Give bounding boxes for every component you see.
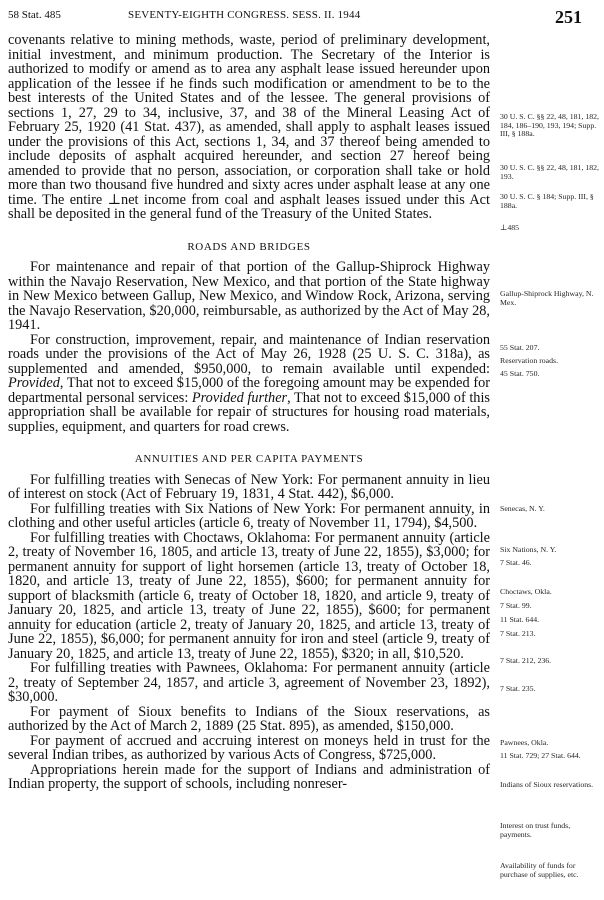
statute-citation: 58 Stat. 485 <box>8 9 61 21</box>
margin-note: Availability of funds for purchase of supplies, etc. <box>500 861 579 879</box>
margin-note: 11 Stat. 729; 27 Stat. 644. <box>500 751 581 760</box>
margin-note: Reservation roads. <box>500 356 559 365</box>
margin-note: 7 Stat. 235. <box>500 684 536 693</box>
margin-note: 7 Stat. 46. <box>500 558 532 567</box>
paragraph-pawnees: For fulfilling treaties with Pawnees, Oklahoma: For permanent annuity (article 2, treaty of September 24, 1857, and article 3, agreement of November 23, 1892), $30,000. <box>8 660 490 705</box>
text-provided: Provided <box>8 375 60 391</box>
margin-note: Senecas, N. Y. <box>500 504 545 513</box>
heading-annuities: ANNUITIES AND PER CAPITA PAYMENTS <box>134 453 364 465</box>
margin-note: Gallup-Shiprock Highway, N. Mex. <box>500 289 594 307</box>
paragraph-senecas: For fulfilling treaties with Senecas of New York: For permanent annuity in lieu of interest on stock (Act of February 19, 1831, 4 Stat. 442), $6,000. <box>8 471 490 502</box>
paragraph-six-nations: For fulfilling treaties with Six Nations of New York: For permanent annuity, in clothing and other useful articles (article 6, treaty of November 11, 1794), $4,500. <box>8 500 490 531</box>
margin-note: 11 Stat. 644. <box>500 615 540 624</box>
page-number: 251 <box>555 7 582 27</box>
margin-note: 7 Stat. 99. <box>500 601 532 610</box>
margin-note: 7 Stat. 213. <box>500 629 536 638</box>
paragraph-choctaws: For fulfilling treaties with Choctaws, Oklahoma: For permanent annuity (article 2, treaty of November 16, 1805, and article 13, treaty of June 22, 1855), $3,000; for permanent annuity for support of light horsemen (article 13, treaty of October 18, 1820, and article 13, treaty of June 22, 1855), $600; for permanent annuity for support of blacksmith (article 6, treaty of October 18, 1820, and article 9, treaty of January 20, 1825, and article 13, treaty of June 22, 1855), $600; for permanent annuity for education (article 2, treaty of January 20, 1825, and article 13, treaty of June 22, 1855), $6,000; for permanent annuity for iron and steel (article 9, treaty of January 20, 1825, and article 13, treaty of June 22, 1855), $320; in all, $10,520. <box>8 529 490 662</box>
text-roads-b: , That not to exceed $15,000 of the foregoing amount may be expended for departmental personal services: <box>8 375 490 406</box>
margin-note: ⊥485 <box>500 223 520 232</box>
paragraph-asphalt-leases: covenants relative to mining methods, waste, period of preliminary development, initial investment, and minimum production. The Secretary of the Interior is authorized to modify or amend as to area any asphalt lease issued hereunder upon application of the lessee if he finds such modification or amendment to be to the best interests of the United States and of the lessee. The general provisions of sections 1, 27, 29 to 34, inclusive, 37, and 38 of the Mineral Leasing Act of February 25, 1920 (41 Stat. 437), as amended, shall apply to asphalt leases issued under the provisions of this Act, sections 1, 34, and 37 thereof being amended to include deposits of asphalt acquired hereunder, and section 27 hereof being amended to provide that no person, association, or corporation shall take or hold more than two thousand five hundred and sixty acres under asphalt lease at any one time. The entire ⊥net income from coal and asphalt leases issued under this Act shall be deposited in the general fund of the Treasury of the United States. <box>8 32 490 222</box>
heading-roads-bridges: ROADS AND BRIDGES <box>187 240 311 253</box>
text-provided-further: Provided further <box>191 389 288 406</box>
paragraph-appropriations: Appropriations herein made for the support of Indians and administration of Indian property, the support of schools, including nonreser- <box>8 761 490 792</box>
paragraph-sioux: For payment of Sioux benefits to Indians of the Sioux reservations, as authorized by the Act of March 2, 1889 (25 Stat. 895), as amended, $150,000. <box>8 703 490 734</box>
margin-note: Pawnees, Okla. <box>500 738 549 747</box>
paragraph-reservation-roads <box>8 333 490 435</box>
margin-note: Indians of Sioux reservations. <box>500 780 594 789</box>
margin-note: Interest on trust funds, payments. <box>500 821 571 839</box>
margin-note: 45 Stat. 750. <box>500 369 540 378</box>
margin-note: 30 U. S. C. §§ 22, 48, 181, 182, 193. <box>500 163 599 181</box>
running-head: SEVENTY-EIGHTH CONGRESS. SESS. II. 1944 <box>128 9 361 21</box>
margin-note: 30 U. S. C. §§ 22, 48, 181, 182, 184, 186–190, 193, 194; Supp. III, § 188a. <box>500 112 599 139</box>
margin-note: Choctaws, Okla. <box>500 587 552 596</box>
main-text <box>8 33 490 792</box>
margin-note: 30 U. S. C. § 184; Supp. III, § 188a. <box>500 192 594 210</box>
margin-note: 55 Stat. 207. <box>500 343 540 352</box>
margin-note: Six Nations, N. Y. <box>500 545 557 554</box>
text-roads-c: , That not to exceed $15,000 of this appropriation shall be available for repair of structures for housing road materials, supplies, equipment, and quarters for road crews. <box>8 389 490 435</box>
text-roads-a: For construction, improvement, repair, and maintenance of Indian reservation roads under the provisions of the Act of May 26, 1928 (25 U. S. C. 318a), as supplemented and amended, $950,000, to remain available until expended: <box>8 331 490 377</box>
paragraph-gallup-highway: For maintenance and repair of that portion of the Gallup-Shiprock Highway within the Navajo Reservation, New Mexico, and that portion of the State highway in New Mexico between Gallup, New Mexico, and Window Rock, Arizona, serving the Navajo Reservation, $20,000, reimbursable, as authorized by the Act of May 28, 1941. <box>8 259 490 333</box>
paragraph-interest: For payment of accrued and accruing interest on moneys held in trust for the several Indian tribes, as authorized by various Acts of Congress, $725,000. <box>8 732 490 763</box>
margin-note: 7 Stat. 212, 236. <box>500 656 552 665</box>
